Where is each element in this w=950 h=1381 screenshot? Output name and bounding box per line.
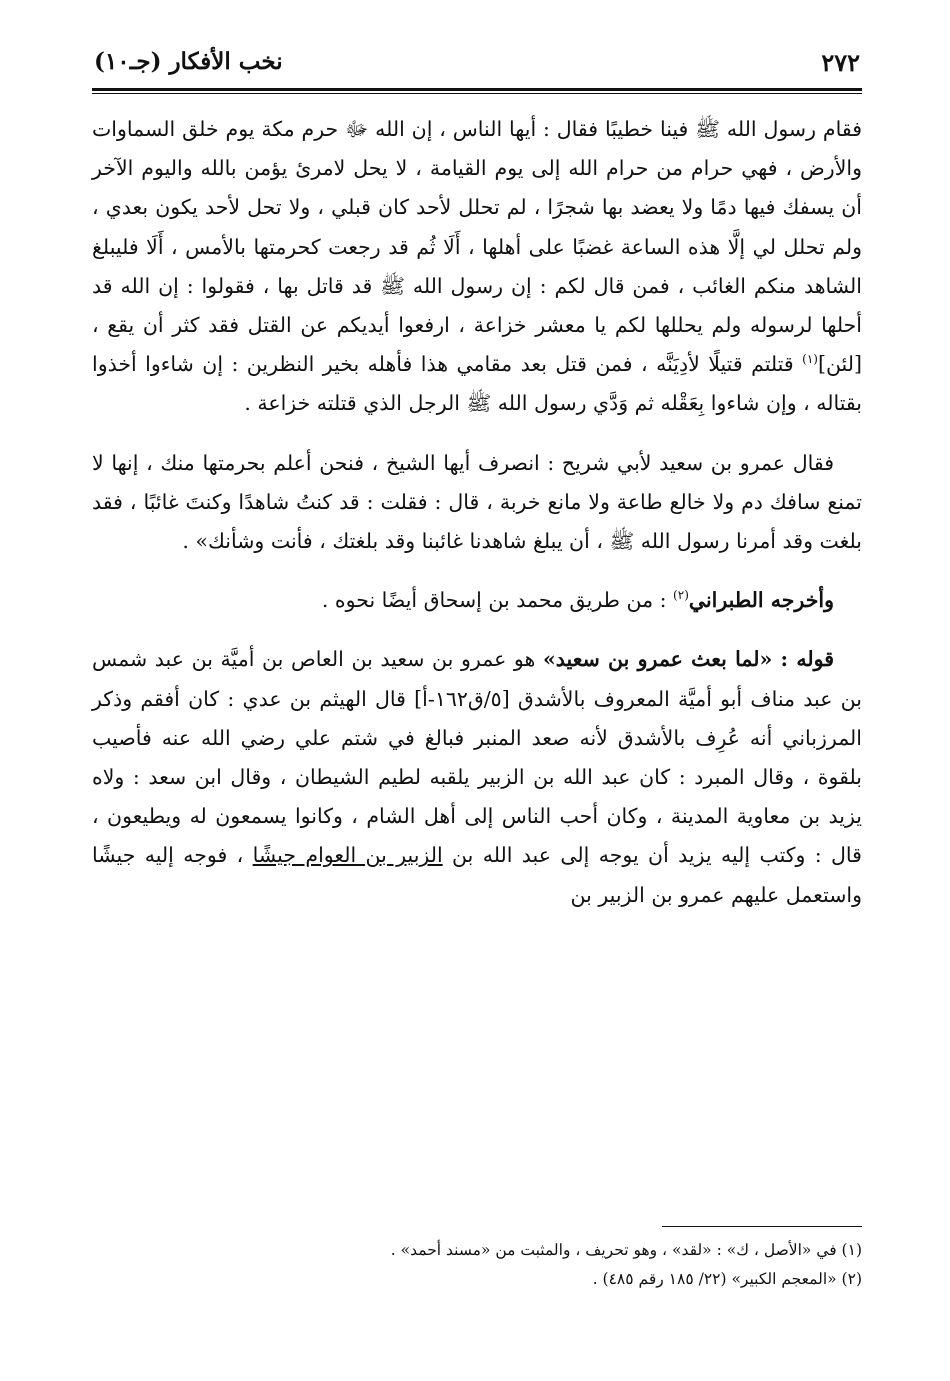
paragraph-amr-reply: فقال عمرو بن سعيد لأبي شريح : انصرف أيها الشيخ ، فنحن أعلم بحرمتها منك ، إنها لا تمنع سافك دم ولا خالع طاعة ولا مانع خربة ، قال : فقلت : قد كنتُ شاهدًا وكنتَ غائبًا ، فقد بلغت وقد أمرنا رسول الله ﷺ ، أن يبلغ شاهدنا غائبنا وقد بلغتك ، فأنت وشأنك» . bbox=[92, 450, 862, 554]
footnote-1: (١) في «الأصل ، ك» : «لقد» ، وهو تحريف ، والمثبت من «مسند أحمد» . bbox=[390, 1241, 862, 1259]
underlined-phrase: الزبير بن العوام جيشًا bbox=[252, 843, 443, 868]
header-rule bbox=[92, 88, 862, 91]
book-page bbox=[92, 0, 862, 1381]
running-header bbox=[92, 44, 862, 84]
footnote-2: (٢) «المعجم الكبير» (٢٢/ ١٨٥ رقم ٤٨٥) . bbox=[592, 1270, 862, 1288]
hadith-text: فقام رسول الله ﷺ فينا خطيبًا فقال : أيها الناس ، إن الله ﷻ حرم مكة يوم خلق السماوات والأرض ، فهي حرام من حرام الله إلى يوم القيامة ، لا يحل لامرئ يؤمن بالله واليوم الآخر أن يسفك فيها دمًا ولا يعضد بها شجرًا ، لم تحلل لأحد كان قبلي ، ولا تحل لأحد يكون بعدي ، ولم تحلل لي إلَّا هذه الساعة غضبًا على أهلها ، أَلَا ثُم قد رجعت كحرمتها بالأمس ، أَلَا فليبلغ الشاهد منكم الغائب ، فمن قال لكم : إن رسول الله ﷺ قد قاتل بها ، فقولوا : إن الله قد أحلها لرسوله ولم يحللها لكم يا معشر خزاعة ، ارفعوا أيديكم عن القتل فقد كثر أن يقع ، [لئن] bbox=[92, 117, 862, 377]
footnote-separator bbox=[662, 1226, 862, 1227]
footnotes bbox=[92, 1236, 862, 1294]
paragraph-hadith bbox=[92, 110, 862, 424]
footnote-ref-1: (١) bbox=[802, 352, 818, 367]
page-number: ٢٧٢ bbox=[821, 48, 860, 77]
paragraph-commentary bbox=[92, 640, 862, 914]
footnote-ref-2: (٢) bbox=[673, 588, 689, 603]
header-rule-thin bbox=[92, 93, 862, 94]
main-text bbox=[92, 110, 862, 915]
commentary-text: هو عمرو بن سعيد بن العاص بن أميَّة بن عبد شمس بن عبد مناف أبو أميَّة المعروف بالأشدق [٥/ق١٦٢-أ] قال الهيثم بن عدي : كان أفقم وذكر المرزباني أنه عُرِف بالأشدق لأنه صعد المنبر فبالغ في شتم علي رضي الله عنه فأصيب بلقوة ، وقال المبرد : كان عبد الله بن الزبير يلقبه لطيم الشيطان ، وقال ابن سعد : ولاه يزيد بن معاوية المدينة ، وكان أحب الناس إلى أهل الشام ، وكانوا يسمعون له ويطيعون ، قال : وكتب إليه يزيد أن يوجه إلى عبد الله بن bbox=[92, 647, 862, 868]
paragraph-tabarani bbox=[92, 581, 862, 620]
tabarani-text: : من طريق محمد بن إسحاق أيضًا نحوه . bbox=[321, 588, 674, 613]
commentary-lemma: قوله : «لما بعث عمرو بن سعيد» bbox=[542, 647, 834, 672]
commentary-text-tail: ، فوجه إليه جيشًا واستعمل عليهم عمرو بن الزبير بن bbox=[92, 843, 862, 907]
book-title: نخب الأفكار (جـ١٠) bbox=[94, 48, 283, 75]
tabarani-heading: وأخرجه الطبراني bbox=[688, 588, 834, 613]
hadith-text-continued: قتلتم قتيلًا لأدِيَنَّه ، فمن قتل بعد مقامي هذا فأهله بخير النظرين : إن شاءوا أخذوا بقتاله ، وإن شاءوا بِعَقْله ثم وَدَّي رسول الله ﷺ الرجل الذي قتلته خزاعة . bbox=[92, 352, 862, 416]
